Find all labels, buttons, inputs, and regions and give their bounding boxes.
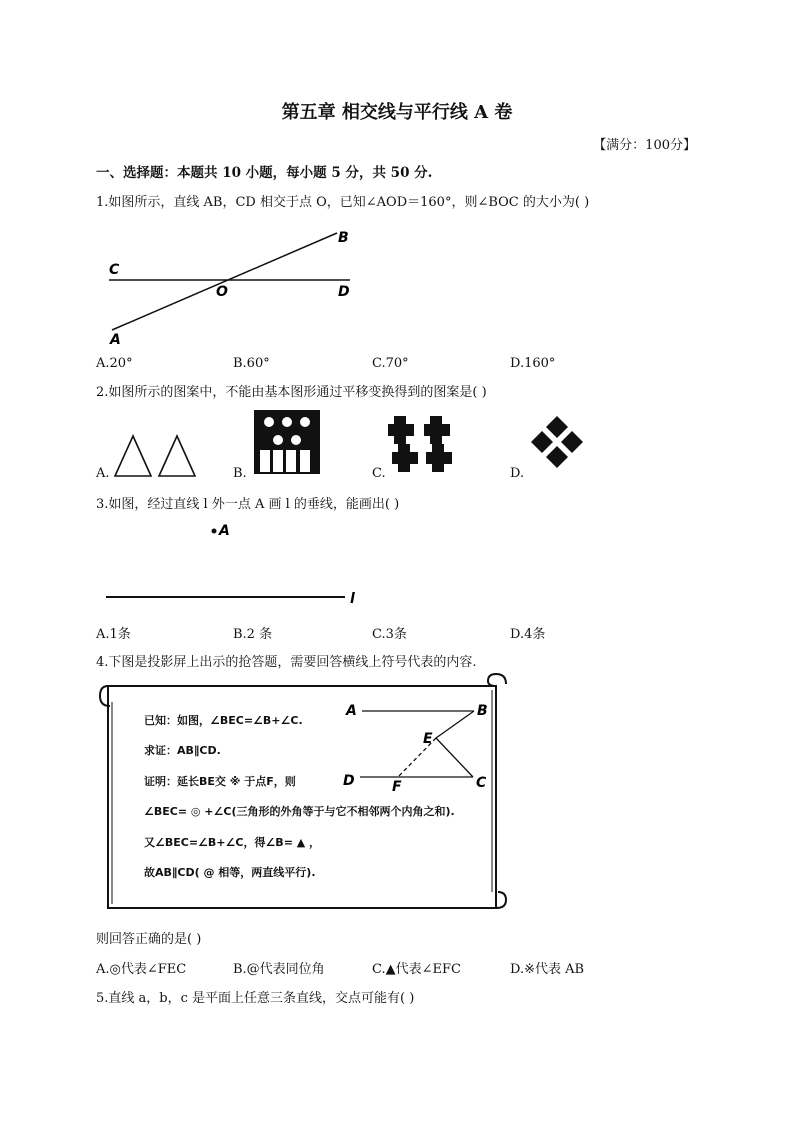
q1-option-d[interactable]: D.160° [510,356,556,371]
q2-figure-a-triangles [112,432,202,478]
page-title: 第五章 相交线与平行线 A 卷 [281,102,513,123]
q1-option-a[interactable]: A.20° [96,356,133,371]
q2-option-b[interactable]: B. [233,466,247,481]
q4-figure [340,700,500,800]
q3-label-l: l [350,591,355,607]
q4-label-c: C [476,775,487,791]
q2-stem: 2.如图所示的图案中，不能由基本图形通过平移变换得到的图案是( ) [96,385,487,400]
q3-stem: 3.如图，经过直线 l 外一点 A 画 l 的垂线，能画出( ) [96,497,400,512]
q3-option-a[interactable]: A.1条 [96,627,131,642]
q1-figure [104,226,364,351]
q2-option-a[interactable]: A. [96,466,110,481]
full-score: 【满分：100分】 [593,138,696,153]
q1-label-d: D [338,284,350,300]
q1-label-o: O [216,284,228,300]
q4-option-c[interactable]: C.▲代表∠EFC [372,962,461,977]
q3-label-a: A [219,523,230,539]
q1-option-c[interactable]: C.70° [372,356,409,371]
q4-option-d[interactable]: D.※代表 AB [510,962,585,977]
q4-label-b: B [477,703,488,719]
q3-option-b[interactable]: B.2 条 [233,627,273,642]
q5-stem: 5.直线 a，b，c 是平面上任意三条直线，交点可能有( ) [96,991,415,1006]
q2-figure-c-crosses [388,412,464,476]
scroll-line-conclusion: 故AB∥CD( @ 相等，两直线平行). [144,866,316,879]
q2-figure-b-figures [254,410,324,476]
q4-option-a[interactable]: A.◎代表∠FEC [96,962,187,977]
section-heading: 一、选择题：本题共 10 小题，每小题 5 分，共 50 分. [96,165,433,181]
q2-option-d[interactable]: D. [510,466,525,481]
q4-label-f: F [392,779,402,795]
q4-followup: 则回答正确的是( ) [96,932,202,947]
q1-option-b[interactable]: B.60° [233,356,270,371]
q2-option-c[interactable]: C. [372,466,386,481]
q4-label-e: E [423,731,433,747]
q4-option-b[interactable]: B.@代表同位角 [233,962,325,977]
q4-label-a: A [346,703,357,719]
q2-figure-d-diamonds [526,414,590,476]
q3-figure [104,518,374,608]
q1-label-a: A [110,332,121,348]
scroll-line-exterior-angle: ∠BEC= ◎ +∠C(三角形的外角等于与它不相邻两个内角之和). [144,805,455,818]
scroll-line-equal-angle: 又∠BEC=∠B+∠C，得∠B= ▲ ， [144,836,321,849]
q4-stem: 4.下图是投影屏上出示的抢答题，需要回答横线上符号代表的内容. [96,655,477,670]
q3-option-d[interactable]: D.4条 [510,627,546,642]
scroll-line-proof: 证明：延长BE交 ※ 于点F，则 [144,775,296,788]
q1-stem: 1.如图所示，直线 AB，CD 相交于点 O，已知∠AOD＝160°，则∠BOC 的大小为( ) [96,195,590,210]
q1-label-b: B [338,230,349,246]
q3-option-c[interactable]: C.3条 [372,627,407,642]
q1-label-c: C [109,262,120,278]
q4-label-d: D [343,773,355,789]
scroll-line-prove: 求证：AB∥CD. [144,744,221,757]
scroll-line-given: 已知：如图，∠BEC=∠B+∠C. [144,714,303,727]
